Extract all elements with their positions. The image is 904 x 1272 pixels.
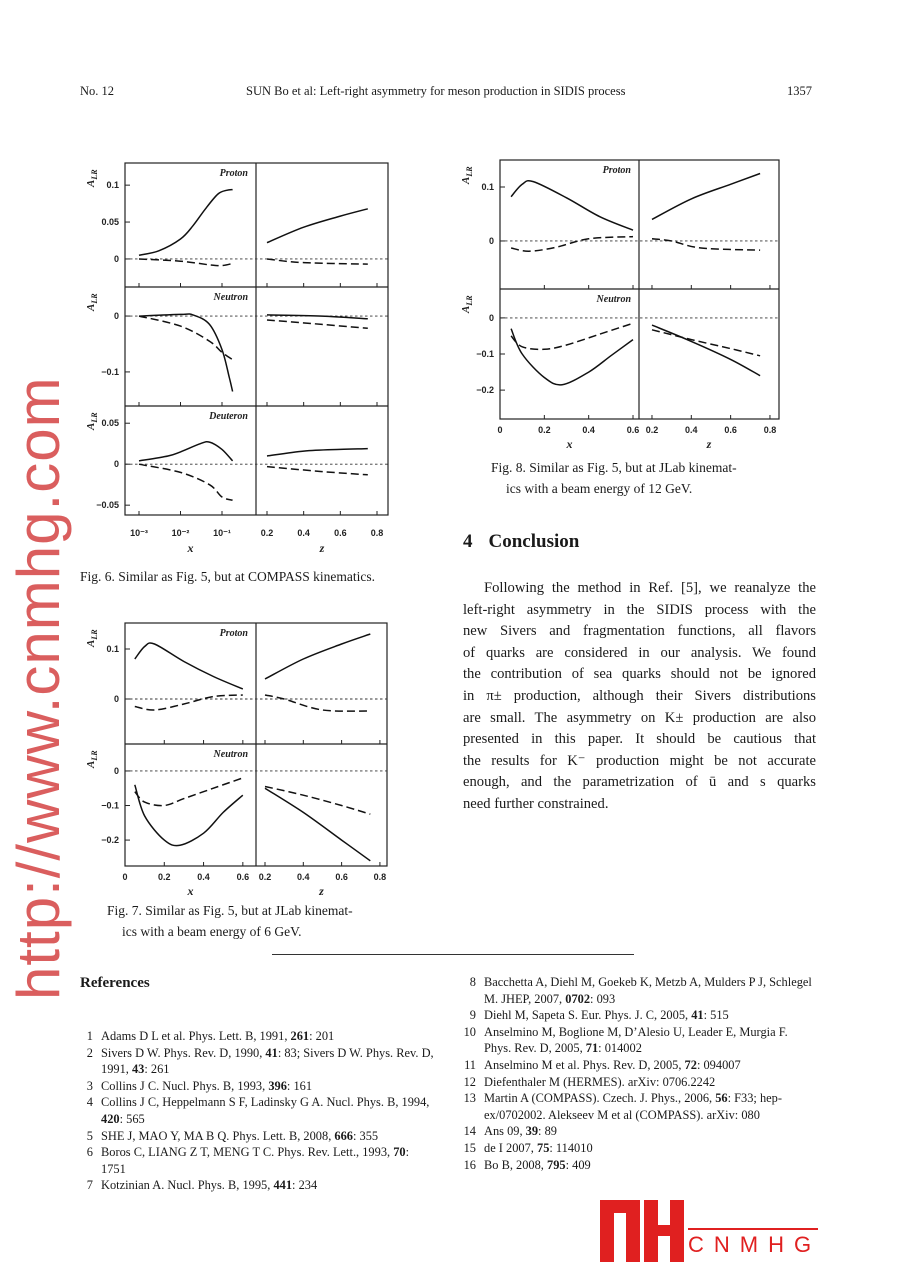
reference-number: 3: [86, 1078, 93, 1093]
y-axis-label: [85, 412, 99, 431]
reference-text: Kotzinian A. Nucl. Phys. B, 1995,: [101, 1178, 274, 1193]
reference-number: 9: [469, 1008, 476, 1023]
paragraph-line: are small. The asymmetry on K± production are also: [463, 709, 816, 726]
y-tick-label: 0.05: [101, 217, 119, 228]
right-solid-curve: [652, 325, 760, 376]
reference-text: : 89: [538, 1124, 557, 1139]
y-tick-label: −0.1: [476, 349, 494, 359]
y-tick-label: 0: [113, 253, 119, 264]
reference-text: Anselmino M, Boglione M, D’Alesio U, Leader E, Murgia F. Phys. Rev. D, 2005,: [484, 1024, 788, 1056]
z-axis-label: z: [706, 437, 712, 451]
reference-item: [80, 1078, 436, 1095]
reference-text: : 515: [703, 1008, 729, 1023]
page-number: 1357: [787, 84, 812, 98]
z-axis-label: z: [319, 884, 324, 898]
paragraph-line: the results for K⁻ production might be not accurate: [463, 752, 816, 769]
running-title: SUN Bo et al: Left-right asymmetry for meson production in SIDIS process: [246, 84, 626, 98]
reference-text: : 565: [119, 1111, 145, 1126]
paragraph-line: Following the method in Ref. [5], we reanalyze the: [484, 580, 816, 596]
right-dashed-curve: [267, 259, 368, 264]
reference-text: : 161: [286, 1078, 313, 1093]
reference-text: 396: [268, 1078, 287, 1093]
reference-text: : 014002: [598, 1041, 642, 1056]
fig6-caption: [80, 566, 375, 587]
reference-text: 41: [265, 1045, 278, 1060]
y-axis-label-sub: LR: [90, 169, 99, 180]
x-tick-label: 0.2: [538, 425, 551, 435]
x-tick-label: 0.4: [197, 872, 210, 882]
reference-text: 261: [290, 1029, 310, 1043]
reference-text: 441: [273, 1178, 293, 1193]
reference-number: 13: [463, 1091, 476, 1106]
reference-text: Diefenthaler M (HERMES). arXiv: 0706.2242: [484, 1074, 716, 1089]
x-tick-label: 0.4: [297, 528, 310, 538]
reference-number: 11: [464, 1057, 476, 1072]
right-dashed-curve: [265, 695, 370, 711]
reference-text: de I: [484, 1140, 503, 1155]
caption-line: ics with a beam energy of 12 GeV.: [506, 481, 693, 496]
reference-text: Sivers D W. Phys. Rev. D, 1990,: [101, 1045, 266, 1060]
left-solid-curve: [511, 329, 633, 385]
fig7-caption: [107, 900, 353, 942]
caption-line: Fig. 6. Similar as Fig. 5, but at COMPASS kinematics.: [80, 569, 376, 584]
reference-text: 41: [691, 1008, 704, 1023]
right-solid-curve: [265, 634, 370, 679]
y-axis-label-sub: LR: [90, 629, 99, 640]
reference-number: 16: [463, 1157, 476, 1172]
left-solid-curve: [139, 314, 233, 392]
reference-text: : 261: [144, 1062, 170, 1077]
x-axis-label: x: [187, 884, 194, 898]
reference-number: 15: [463, 1140, 476, 1155]
reference-text: Diehl M, Sapeta S. Eur. Phys. J. C, 2005,: [484, 1008, 692, 1023]
y-axis-label: [85, 293, 99, 312]
references-right-column: [463, 974, 816, 1173]
paragraph-line: new Sivers and fragmentation functions, all flavors: [463, 623, 816, 640]
caption-line: Fig. 7. Similar as Fig. 5, but at JLab kinemat-: [107, 903, 353, 918]
left-dashed-curve: [139, 464, 233, 500]
x-tick-label: 0: [497, 425, 503, 435]
y-tick-label: 0: [113, 765, 119, 776]
reference-text: 0702: [565, 991, 591, 1006]
y-axis-label: [460, 166, 474, 185]
left-dashed-curve: [139, 316, 233, 360]
reference-item: [463, 1140, 816, 1157]
reference-item: [463, 1057, 816, 1074]
reference-number: 12: [463, 1074, 476, 1089]
y-axis-label-sub: LR: [90, 293, 99, 304]
y-tick-label: 0.05: [101, 418, 119, 429]
x-tick-label: 0.4: [582, 425, 595, 435]
right-solid-curve: [267, 315, 368, 319]
reference-text: Bo: [484, 1157, 499, 1172]
fig7-figure: [85, 623, 387, 866]
y-axis-label-main: A: [460, 305, 472, 313]
left-solid-curve: [511, 181, 633, 231]
conclusion-paragraph: [463, 578, 816, 816]
reference-number: 14: [463, 1124, 476, 1139]
reference-text: Martin A (COMPASS). Czech. J. Phys., 2006,: [484, 1091, 716, 1106]
right-dashed-curve: [652, 330, 760, 356]
right-dashed-curve: [265, 787, 370, 815]
y-axis-label-main: A: [460, 176, 472, 184]
reference-text: 666: [334, 1128, 353, 1143]
x-tick-label: 0.4: [685, 425, 698, 435]
y-axis-label-main: A: [85, 639, 97, 647]
x-tick-label: 0.2: [645, 425, 659, 435]
reference-number: 2: [86, 1045, 93, 1060]
y-tick-label: −0.05: [96, 500, 119, 511]
right-solid-curve: [267, 449, 368, 456]
left-solid-curve: [139, 442, 233, 461]
journal-issue: No. 12: [80, 84, 115, 98]
panel-name: Neutron: [596, 294, 631, 305]
x-tick-label: 10⁻¹: [213, 528, 231, 538]
panel-name: Proton: [219, 168, 248, 179]
x-tick-label: 0.6: [626, 425, 640, 435]
left-dashed-curve: [139, 259, 233, 266]
right-solid-curve: [267, 209, 368, 243]
reference-number: 4: [86, 1095, 93, 1110]
reference-text: : 094007: [696, 1057, 741, 1072]
reference-text: 09,: [503, 1124, 526, 1139]
reference-item: [80, 1177, 436, 1194]
y-axis-label-main: A: [85, 179, 97, 187]
reference-item: [463, 1123, 816, 1140]
y-axis-label-sub: LR: [465, 295, 474, 306]
reference-text: Bacchetta A, Diehl M, Goekeb K, Metzb A, Mulders P J, Schlegel M. JHEP, 2007,: [484, 975, 812, 1006]
right-dashed-curve: [267, 320, 368, 328]
y-axis-label-sub: LR: [465, 166, 474, 177]
y-tick-label: 0: [113, 459, 119, 470]
divider: [272, 954, 634, 955]
left-dashed-curve: [135, 778, 243, 806]
paragraph-line: of quarks are considered in our analysis. We found: [463, 644, 816, 661]
x-tick-label: 0.6: [334, 528, 347, 538]
y-tick-label: 0.1: [481, 181, 494, 192]
reference-item: [463, 1090, 816, 1123]
x-tick-label: 10⁻²: [171, 528, 190, 538]
x-tick-label: 0.8: [373, 872, 387, 882]
section-number: 4: [463, 531, 473, 552]
reference-text: : 234: [292, 1178, 318, 1193]
reference-text: : 114010: [549, 1140, 593, 1155]
y-axis-label: [85, 750, 99, 769]
panel-name: Neutron: [213, 749, 248, 760]
reference-item: [80, 1144, 436, 1177]
reference-item: [80, 1028, 436, 1045]
reference-text: 39: [525, 1124, 539, 1139]
reference-text: : 409: [565, 1157, 591, 1172]
reference-text: SHE J, MAO Y, MA B Q. Phys. Lett. B, 2008,: [101, 1128, 335, 1143]
x-axis-label: x: [187, 541, 194, 555]
reference-item: [80, 1045, 436, 1078]
left-dashed-curve: [511, 237, 633, 252]
right-solid-curve: [652, 174, 760, 220]
y-tick-label: 0: [488, 312, 494, 323]
reference-number: 1: [86, 1029, 93, 1043]
logo-text: CNMHG: [688, 1232, 822, 1257]
reference-text: : 201: [309, 1029, 335, 1043]
y-tick-label: 0: [488, 235, 494, 246]
reference-item: [463, 1157, 816, 1174]
y-axis-label: [85, 169, 99, 188]
y-tick-label: −0.1: [101, 366, 119, 377]
section-title: Conclusion: [488, 531, 580, 552]
reference-number: 8: [469, 975, 476, 989]
reference-text: : F33; hep-ex/0702002. Alekseev M et al (COMPASS). arXiv: 080: [484, 1091, 782, 1122]
reference-text: 71: [585, 1041, 599, 1056]
right-dashed-curve: [652, 239, 760, 250]
x-tick-label: 0.8: [763, 425, 777, 435]
references-heading: References: [80, 975, 150, 991]
y-tick-label: −0.2: [101, 835, 119, 846]
panel-name: Proton: [219, 628, 248, 639]
panel-name: Proton: [602, 165, 631, 176]
paragraph-line: the contribution of sea quarks should not be ignored: [463, 666, 816, 683]
x-tick-label: 0.6: [335, 872, 348, 882]
fig8-caption: [491, 457, 737, 499]
watermark-logo: [600, 1200, 840, 1262]
left-dashed-curve: [135, 695, 243, 710]
reference-text: : 093: [590, 991, 616, 1006]
y-axis-label-sub: LR: [90, 412, 99, 423]
reference-text: 43: [131, 1062, 145, 1077]
y-axis-label-main: A: [85, 422, 97, 430]
reference-number: 7: [86, 1178, 93, 1193]
section-heading: [463, 531, 595, 553]
y-axis-label: [85, 629, 99, 648]
x-tick-label: 10⁻³: [130, 528, 148, 538]
caption-line: Fig. 8. Similar as Fig. 5, but at JLab kinemat-: [491, 460, 737, 475]
x-tick-label: 0.2: [158, 872, 171, 882]
reference-item: [80, 1128, 436, 1145]
x-tick-label: 0.2: [260, 528, 274, 538]
panel-name: Neutron: [213, 292, 248, 303]
paragraph-line: left-right asymmetry in the SIDIS process with the: [463, 601, 816, 618]
y-axis-label-main: A: [85, 760, 97, 768]
x-tick-label: 0.8: [370, 528, 384, 538]
x-tick-label: 0.4: [297, 872, 310, 882]
fig8-figure: [460, 160, 779, 419]
x-tick-label: 0: [122, 872, 128, 882]
x-tick-label: 0.6: [724, 425, 737, 435]
reference-text: : 355: [352, 1128, 379, 1143]
reference-text: 72: [684, 1057, 697, 1072]
fig6-figure: [85, 163, 388, 515]
paragraph-line: presented in this paper. It should be cautious that: [463, 731, 816, 748]
left-solid-curve: [135, 643, 243, 689]
y-tick-label: 0: [113, 694, 119, 704]
x-tick-label: 0.2: [258, 872, 272, 882]
reference-item: [463, 1024, 816, 1057]
reference-number: 10: [463, 1024, 476, 1039]
y-tick-label: 0.1: [106, 644, 119, 654]
y-axis-label-main: A: [85, 303, 97, 311]
panel-name: Deuteron: [209, 411, 248, 422]
references-left-column: [80, 1028, 436, 1194]
reference-text: 420: [101, 1111, 120, 1126]
y-tick-label: 0: [113, 311, 119, 322]
left-solid-curve: [139, 190, 233, 256]
reference-text: 70: [393, 1145, 406, 1160]
reference-item: [80, 1094, 436, 1127]
reference-text: 795: [547, 1157, 566, 1172]
reference-text: 2007,: [502, 1140, 537, 1155]
x-tick-label: 0.6: [236, 872, 250, 882]
left-solid-curve: [135, 785, 243, 846]
y-tick-label: 0.1: [106, 180, 119, 191]
left-dashed-curve: [511, 323, 633, 349]
reference-text: Ans: [484, 1124, 504, 1139]
reference-text: Anselmino M et al. Phys. Rev. D, 2005,: [484, 1057, 685, 1072]
reference-text: Collins J C. Nucl. Phys. B, 1993,: [101, 1078, 269, 1093]
reference-item: [463, 1074, 816, 1091]
right-dashed-curve: [267, 467, 368, 475]
reference-text: : 1751: [101, 1145, 410, 1176]
watermark-url: http://www.cnmhg.com: [5, 376, 72, 1000]
reference-text: Boros C, LIANG Z T, MENG T C. Phys. Rev. Lett., 1993,: [101, 1145, 394, 1160]
reference-text: B, 2008,: [498, 1157, 548, 1172]
reference-text: : 83; Sivers D W. Phys. Rev. D, 1991,: [101, 1045, 434, 1077]
reference-text: 75: [537, 1140, 550, 1155]
reference-text: Adams D L et al. Phys. Lett. B, 1991,: [101, 1029, 291, 1043]
reference-text: 56: [715, 1091, 728, 1106]
caption-line: ics with a beam energy of 6 GeV.: [122, 924, 302, 939]
reference-item: [463, 1007, 816, 1024]
reference-item: [463, 974, 816, 1007]
y-axis-label: [460, 295, 474, 314]
y-tick-label: −0.2: [476, 385, 494, 396]
paragraph-line: need further constrained.: [463, 795, 609, 812]
x-axis-label: x: [566, 437, 573, 451]
reference-number: 6: [86, 1145, 93, 1160]
paragraph-line: enough, and the parametrization of ū and s quarks: [463, 774, 816, 791]
z-axis-label: z: [319, 541, 325, 555]
reference-number: 5: [86, 1128, 93, 1143]
y-tick-label: −0.1: [101, 800, 119, 811]
paragraph-line: in π± production, although their Sivers distributions: [463, 687, 816, 704]
reference-text: Collins J C, Heppelmann S F, Ladinsky G A. Nucl. Phys. B, 1994,: [101, 1095, 430, 1110]
y-axis-label-sub: LR: [90, 750, 99, 761]
